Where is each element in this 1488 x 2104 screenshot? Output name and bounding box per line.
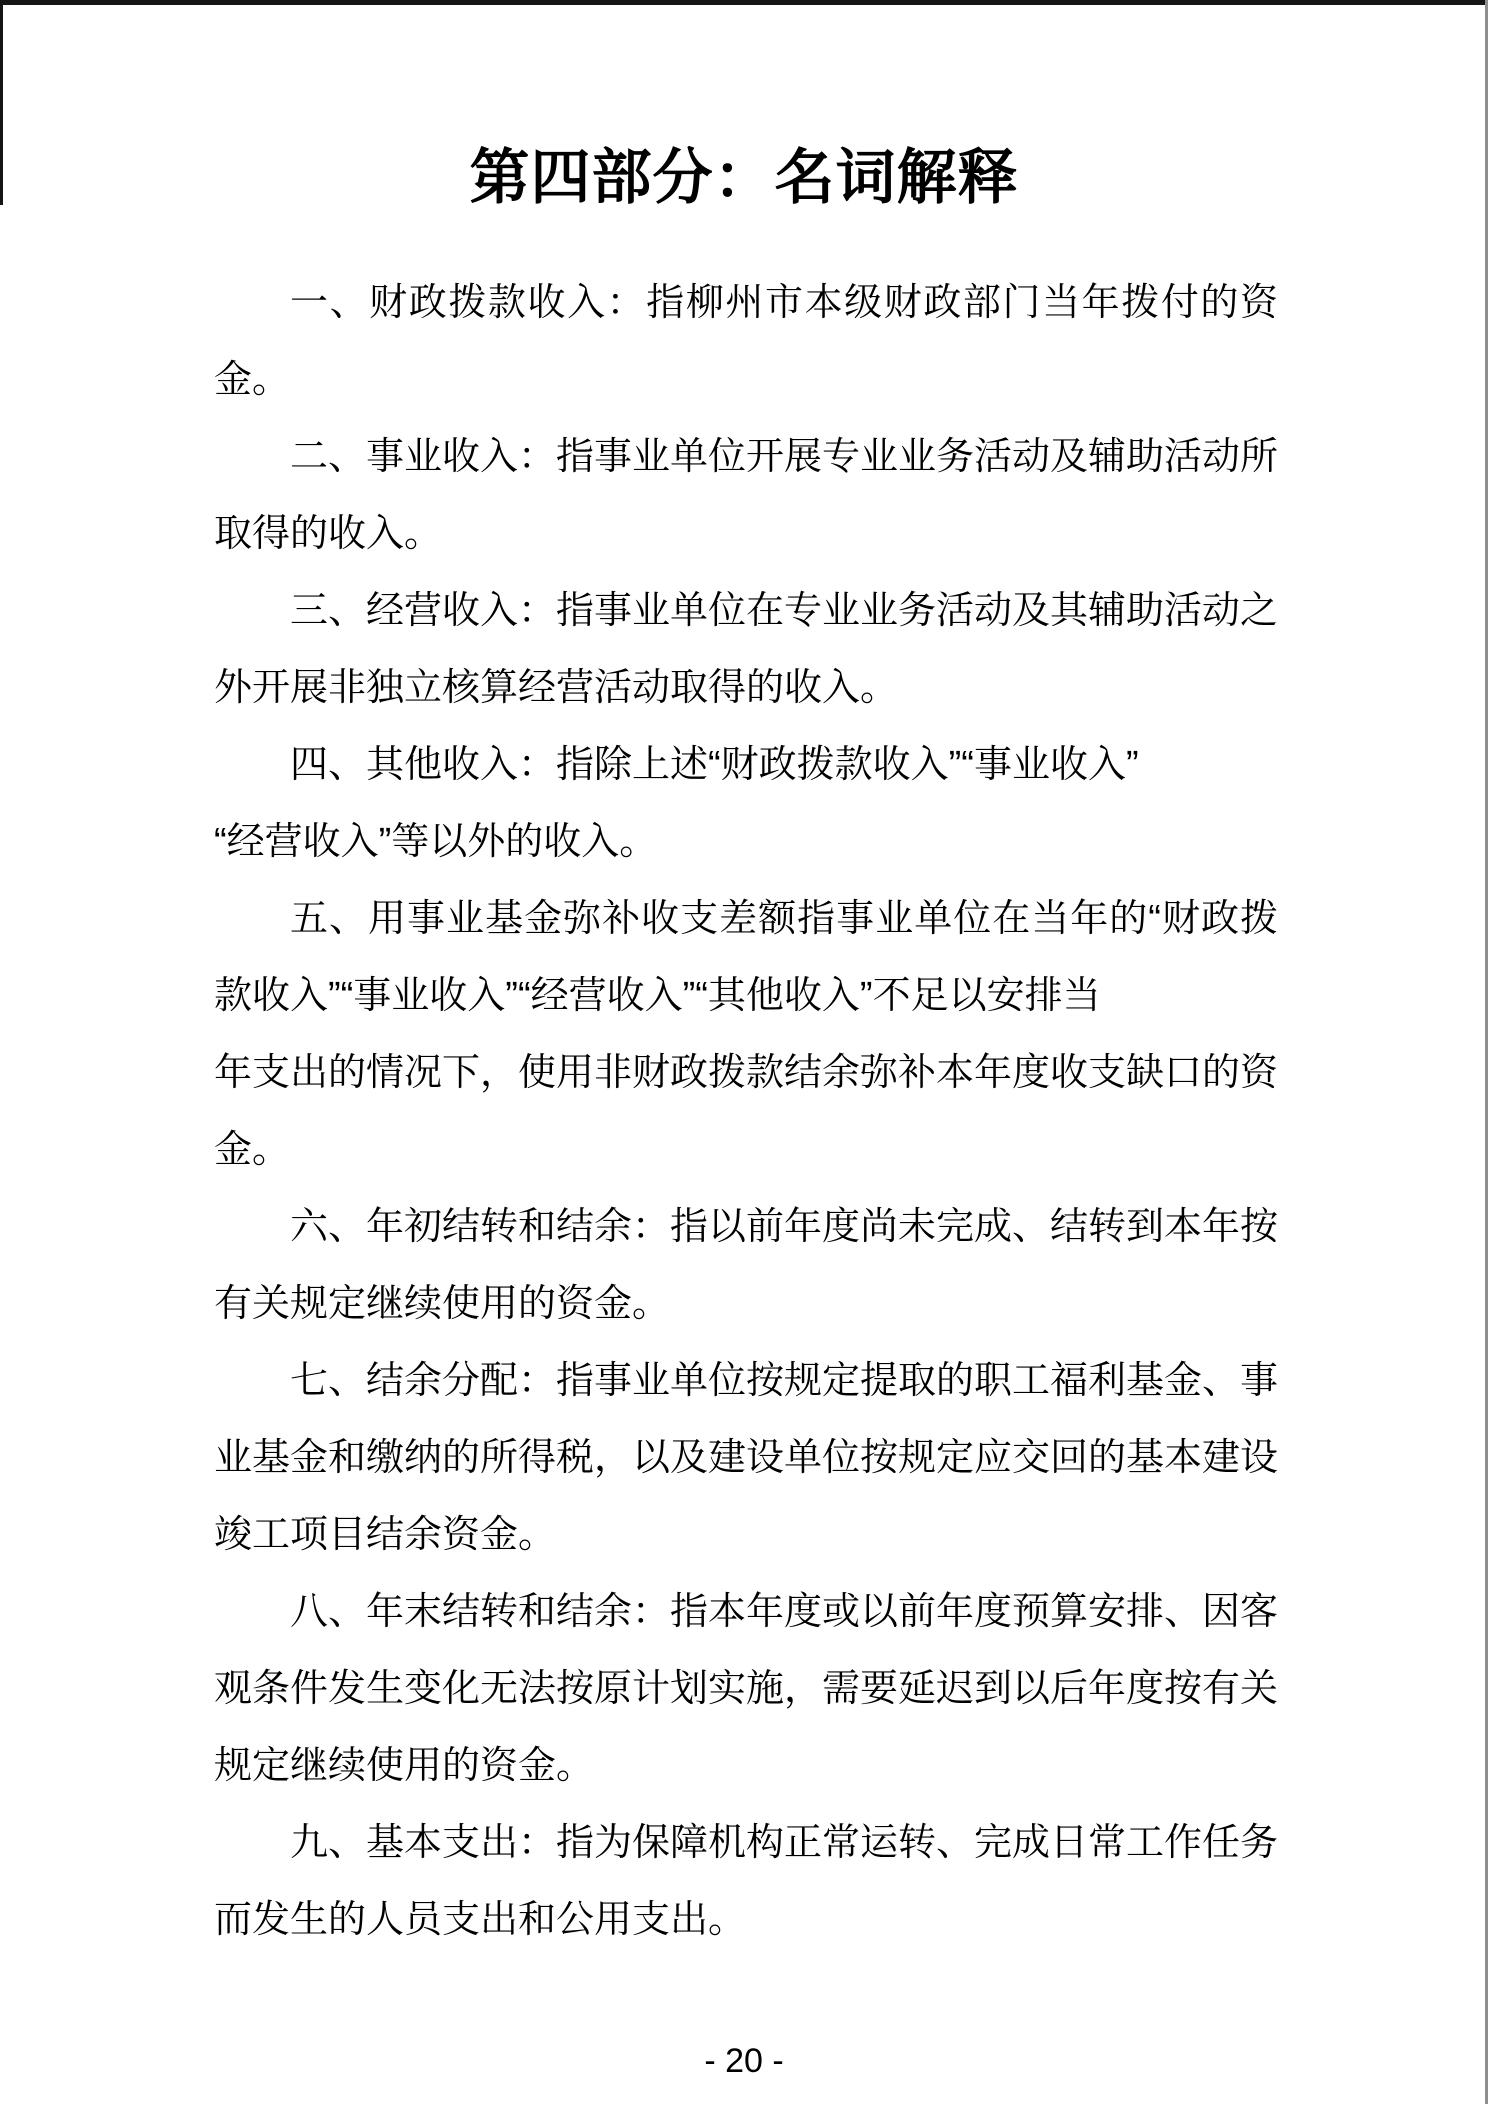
document-body: [214, 265, 1278, 1959]
text-line: 二、事业收入：指事业单位开展专业业务活动及辅助活动所: [290, 436, 1279, 478]
text-line: 竣工项目结余资金。: [214, 1514, 557, 1556]
top-edge-line: [0, 0, 1488, 5]
page-number: - 20 -: [704, 2042, 784, 2080]
text-line: 四、其他收入：指除上述“财政拨款收入”“事业收入”: [290, 744, 1139, 786]
text-line: 三、经营收入：指事业单位在专业业务活动及其辅助活动之: [290, 590, 1279, 632]
text-line: 九、基本支出：指为保障机构正常运转、完成日常工作任务: [290, 1822, 1279, 1864]
text-line: 款收入”“事业收入”“经营收入”“其他收入”不足以安排当: [214, 975, 1101, 1017]
text-line: 取得的收入。: [214, 513, 443, 555]
text-line: 八、年末结转和结余：指本年度或以前年度预算安排、因客: [290, 1591, 1279, 1633]
text-line: 金。: [214, 359, 291, 401]
text-line: 六、年初结转和结余：指以前年度尚未完成、结转到本年按: [290, 1206, 1279, 1248]
text-line: 外开展非独立核算经营活动取得的收入。: [214, 667, 899, 709]
text-line: 规定继续使用的资金。: [214, 1745, 595, 1787]
page-title: 第四部分：名词解释: [469, 144, 1019, 211]
text-line: 七、结余分配：指事业单位按规定提取的职工福利基金、事: [290, 1360, 1279, 1402]
text-line: 观条件发生变化无法按原计划实施，需要延迟到以后年度按有关: [214, 1668, 1279, 1710]
text-line: 一、财政拨款收入：指柳州市本级财政部门当年拨付的资: [290, 282, 1278, 324]
text-line: 业基金和缴纳的所得税，以及建设单位按规定应交回的基本建设: [214, 1437, 1279, 1479]
text-line: 有关规定继续使用的资金。: [214, 1283, 671, 1325]
text-line: 五、用事业基金弥补收支差额指事业单位在当年的“财政拨: [290, 898, 1278, 940]
text-line: 年支出的情况下，使用非财政拨款结余弥补本年度收支缺口的资: [214, 1052, 1279, 1094]
left-edge-line: [0, 0, 3, 205]
text-line: “经营收入”等以外的收入。: [214, 821, 658, 863]
text-line: 而发生的人员支出和公用支出。: [214, 1899, 747, 1941]
text-line: 金。: [214, 1129, 291, 1171]
